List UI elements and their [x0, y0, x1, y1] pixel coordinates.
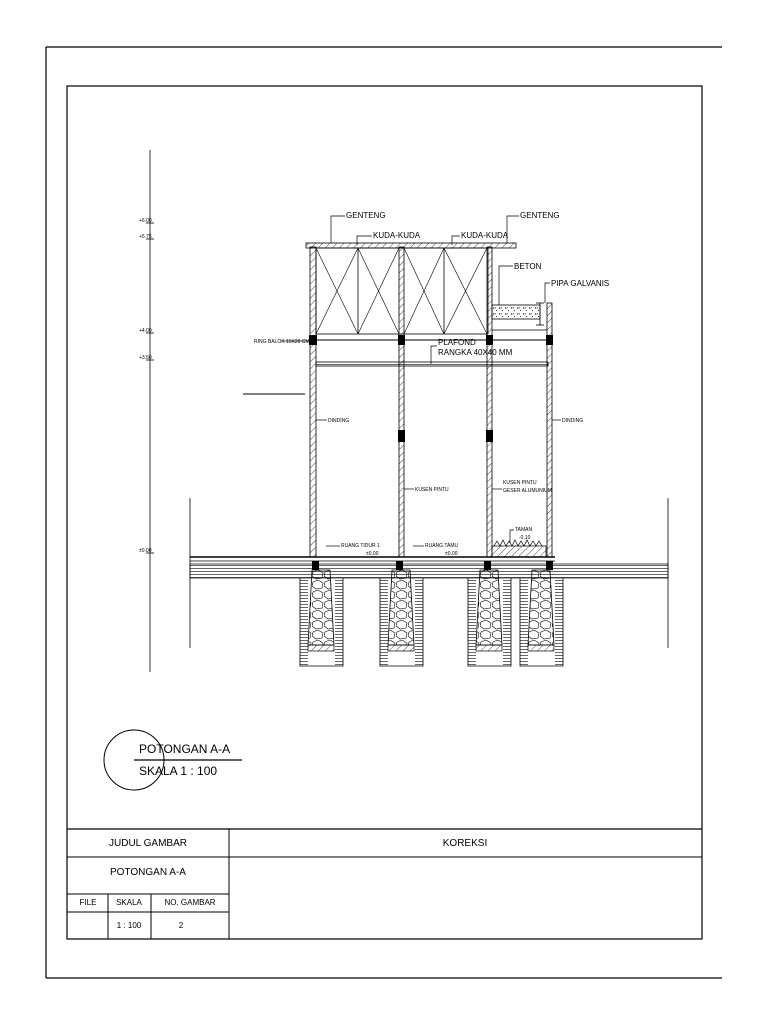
- walls: [309, 247, 553, 557]
- label-kusen-alumunium: GESER ALUMUNIUM: [503, 488, 552, 494]
- judul-gambar-header: JUDUL GAMBAR: [109, 838, 187, 849]
- label-taman: TAMAN: [515, 527, 533, 533]
- label-plafond-rangka: RANGKA 40X40 MM: [438, 348, 513, 357]
- skala-label: SKALA: [116, 898, 142, 907]
- label-kusen-pintu: KUSEN PINTU: [415, 487, 449, 493]
- no-gambar-value: 2: [178, 921, 184, 930]
- level-label: ±0.00: [139, 548, 152, 554]
- label-ruang-tidur-level: ±0.00: [366, 551, 379, 557]
- annotations: [254, 211, 609, 557]
- level-label: +3.50: [139, 355, 152, 361]
- level-label: +5.75: [139, 234, 152, 240]
- label-beton: BETON: [514, 262, 542, 271]
- no-gambar-label: NO. GAMBAR: [164, 898, 216, 907]
- label-kusen-pintu-geser: KUSEN PINTU: [503, 480, 537, 486]
- label-taman-level: -0.10: [519, 535, 531, 541]
- skala-value: 1 : 100: [116, 921, 142, 930]
- title-block: [67, 829, 702, 939]
- label-kuda-kuda: KUDA-KUDA: [373, 231, 421, 240]
- file-label: FILE: [79, 898, 97, 907]
- label-ruang-tamu: RUANG TAMU: [425, 543, 459, 549]
- label-ring-balok: RING BALOK 15X20 CM: [254, 339, 310, 345]
- label-kuda-kuda: KUDA-KUDA: [461, 231, 509, 240]
- ground-section: [190, 498, 668, 666]
- section-title: [104, 730, 242, 790]
- label-pipa-galvanis: PIPA GALVANIS: [551, 279, 610, 288]
- level-label: +6.00: [139, 218, 152, 224]
- section-title-text: POTONGAN A-A: [139, 742, 231, 756]
- label-ruang-tamu-level: ±0.00: [445, 551, 458, 557]
- section-scale-text: SKALA 1 : 100: [139, 764, 218, 778]
- label-dinding: DINDING: [328, 418, 350, 424]
- koreksi-header: KOREKSI: [442, 838, 488, 849]
- label-dinding: DINDING: [562, 418, 584, 424]
- level-label: +4.00: [139, 328, 152, 334]
- judul-gambar-value: POTONGAN A-A: [110, 867, 186, 878]
- level-axis: [139, 150, 154, 672]
- roof: [306, 243, 548, 340]
- label-plafond: PLAFOND: [438, 338, 476, 347]
- label-ruang-tidur: RUANG TIDUR 1: [341, 543, 380, 549]
- ceiling: [316, 362, 548, 366]
- label-genteng: GENTENG: [520, 211, 560, 220]
- label-genteng: GENTENG: [346, 211, 386, 220]
